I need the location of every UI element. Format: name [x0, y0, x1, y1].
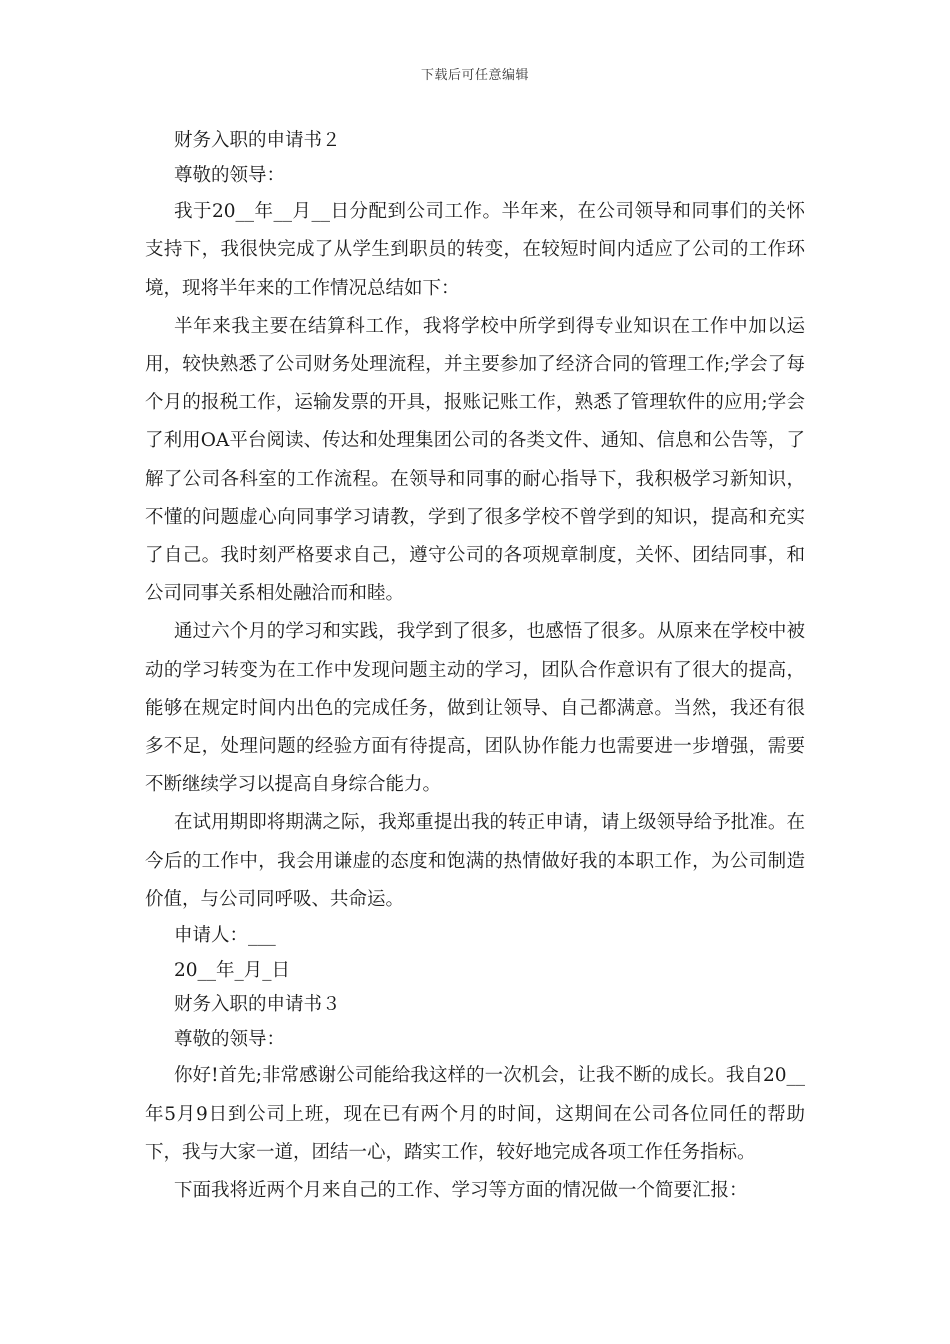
page-header: 下载后可任意编辑: [420, 68, 529, 83]
salutation: 尊敬的领导：: [174, 1028, 286, 1050]
section-title: 财务入职的申请书３: [174, 994, 341, 1016]
paragraph: 通过六个月的学习和实践，我学到了很多，也感悟了很多。从原来在学校中被动的学习转变为在工作中发现问题主动的学习，团队合作意识有了很大的提高，能够在规定时间内出色的完成任务，做到让领导、自己都满意。当然，我还有很多不足，处理问题的经验方面有待提高，团队协作能力也需要进一步增强，需要不断继续学习以提高自身综合能力。: [145, 621, 805, 796]
applicant-line: 申请人：___: [174, 925, 276, 947]
date-line: 20__年_月_日: [174, 959, 291, 981]
document-body: [145, 124, 805, 1210]
paragraph: 我于20__年__月__日分配到公司工作。半年来，在公司领导和同事们的关怀支持下，我很快完成了从学生到职员的转变，在较短时间内适应了公司的工作环境，现将半年来的工作情况总结如下：: [145, 201, 805, 299]
section-title: 财务入职的申请书２: [174, 130, 341, 151]
paragraph: 在试用期即将期满之际，我郑重提出我的转正申请，请上级领导给予批准。在今后的工作中，我会用谦虚的态度和饱满的热情做好我的本职工作，为公司制造价值，与公司同呼吸、共命运。: [145, 812, 805, 910]
paragraph: 半年来我主要在结算科工作，我将学校中所学到得专业知识在工作中加以运用，较快熟悉了公司财务处理流程，并主要参加了经济合同的管理工作;学会了每个月的报税工作，运输发票的开具，报账记账工作，熟悉了管理软件的应用;学会了利用OA平台阅读、传达和处理集团公司的各类文件、通知、信息和公告等，了解了公司各科室的工作流程。在领导和同事的耐心指导下，我积极学习新知识，不懂的问题虚心向同事学习请教，学到了很多学校不曾学到的知识，提高和充实了自己。我时刻严格要求自己，遵守公司的各项规章制度，关怀、团结同事，和公司同事关系相处融洽而和睦。: [145, 315, 805, 605]
paragraph: 下面我将近两个月来自己的工作、学习等方面的情况做一个简要汇报：: [174, 1180, 748, 1202]
salutation: 尊敬的领导：: [174, 164, 286, 186]
paragraph: 你好!首先;非常感谢公司能给我这样的一次机会，让我不断的成长。我自20__年5月9日到公司上班，现在已有两个月的时间，这期间在公司各位同任的帮助下，我与大家一道，团结一心，踏实工作，较好地完成各项工作任务指标。: [145, 1065, 805, 1163]
